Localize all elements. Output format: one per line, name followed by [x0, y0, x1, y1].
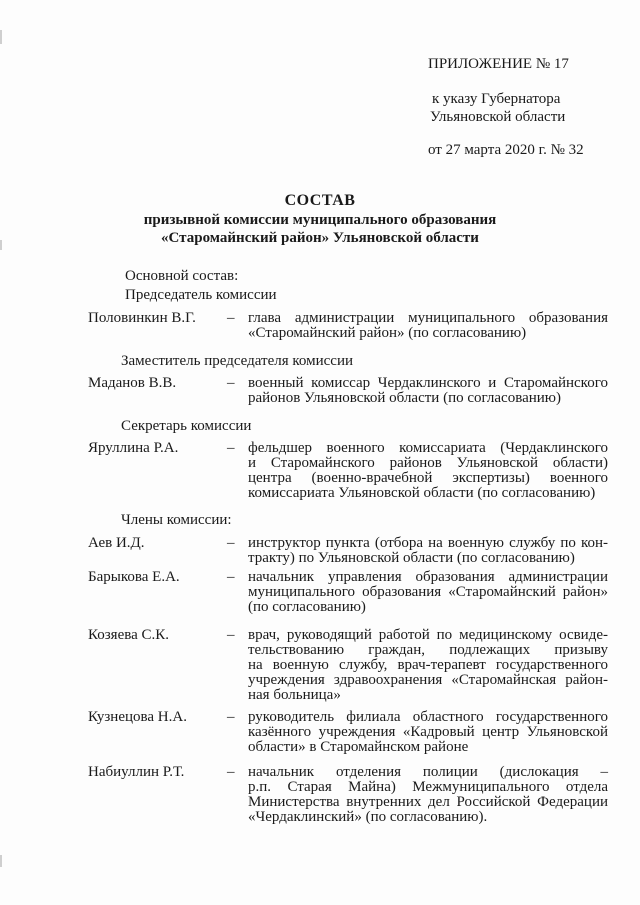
member-description	[248, 441, 608, 501]
description-line: тракту) по Ульяновской области (по согласованию)	[248, 550, 575, 566]
description-line: центра (военно-врачебной экспертизы) военного	[248, 470, 608, 486]
description-line: глава администрации муниципального образования	[248, 310, 608, 326]
member-dash: –	[227, 375, 235, 391]
description-line: Министерства внутренних дел Российской Федерации	[248, 794, 608, 810]
document-title-line-2: «Старомайнский район» Ульяновской области	[161, 230, 479, 246]
appendix-line-2: Ульяновской области	[430, 109, 566, 125]
description-line: врач, руководящий работой по медицинскому освиде-	[248, 627, 608, 643]
description-line: тельствованию граждан, подлежащих призыву	[248, 642, 608, 658]
member-description	[248, 376, 608, 406]
document-heading: СОСТАВ	[284, 192, 356, 209]
member-name: Яруллина Р.А.	[88, 440, 179, 456]
description-line: области» в Старомайнском районе	[248, 739, 469, 755]
description-line: фельдшер военного комиссариата (Чердаклинского	[248, 440, 608, 456]
document-title-line-1: призывной комиссии муниципального образования	[143, 212, 497, 228]
member-name: Половинкин В.Г.	[88, 310, 196, 326]
description-line: казённого учреждения «Кадровый центр Ульяновской	[248, 724, 608, 740]
appendix-date: от 27 марта 2020 г. № 32	[428, 142, 584, 158]
description-line: руководитель филиала областного государственного	[248, 709, 608, 725]
member-name: Набиуллин Р.Т.	[88, 764, 185, 780]
member-description	[248, 536, 608, 566]
description-line: комиссариата Ульяновской области (по согласованию)	[248, 485, 596, 501]
member-name: Козяева С.К.	[88, 627, 170, 643]
scan-edge-mark	[0, 30, 2, 44]
member-description	[248, 311, 608, 341]
description-line: (по согласованию)	[248, 599, 366, 615]
member-dash: –	[227, 569, 235, 585]
member-description	[248, 570, 608, 615]
description-line: районов Ульяновской области (по согласованию)	[248, 390, 561, 406]
member-dash: –	[227, 627, 235, 643]
description-line: учреждения здравоохранения «Старомайнская район-	[248, 672, 608, 688]
description-line: на военную службу, врач-терапевт государственного	[248, 657, 608, 673]
member-dash: –	[227, 310, 235, 326]
member-dash: –	[227, 709, 235, 725]
description-line: начальник отделения полиции (дислокация –	[248, 764, 608, 780]
scan-edge-mark	[0, 855, 2, 867]
description-line: инструктор пункта (отбора на военную службу по кон-	[248, 535, 608, 551]
member-dash: –	[227, 764, 235, 780]
member-name: Маданов В.В.	[88, 375, 177, 391]
section-main-composition: Основной состав:	[125, 268, 239, 284]
member-description	[248, 710, 608, 755]
description-line: р.п. Старая Майна) Межмуниципального отдела	[248, 779, 608, 795]
appendix-line-1: к указу Губернатора	[432, 91, 561, 107]
section-secretary: Секретарь комиссии	[121, 418, 252, 434]
description-line: начальник управления образования администрации	[248, 569, 608, 585]
appendix-number: ПРИЛОЖЕНИЕ № 17	[428, 56, 569, 72]
member-name: Аев И.Д.	[88, 535, 145, 551]
member-description	[248, 765, 608, 825]
member-name: Барыкова Е.А.	[88, 569, 180, 585]
member-description	[248, 628, 608, 703]
member-dash: –	[227, 440, 235, 456]
section-chair: Председатель комиссии	[125, 287, 277, 303]
member-name: Кузнецова Н.А.	[88, 709, 187, 725]
description-line: ная больница»	[248, 687, 341, 703]
section-deputy-chair: Заместитель председателя комиссии	[121, 353, 354, 369]
member-dash: –	[227, 535, 235, 551]
description-line: муниципального образования «Старомайнский район»	[248, 584, 608, 600]
description-line: «Старомайнский район» (по согласованию)	[248, 325, 527, 341]
description-line: и Старомайнского районов Ульяновской области)	[248, 455, 608, 471]
section-members: Члены комиссии:	[121, 512, 232, 528]
description-line: военный комиссар Чердаклинского и Старомайнского	[248, 375, 608, 391]
description-line: «Чердаклинский» (по согласованию).	[248, 809, 488, 825]
